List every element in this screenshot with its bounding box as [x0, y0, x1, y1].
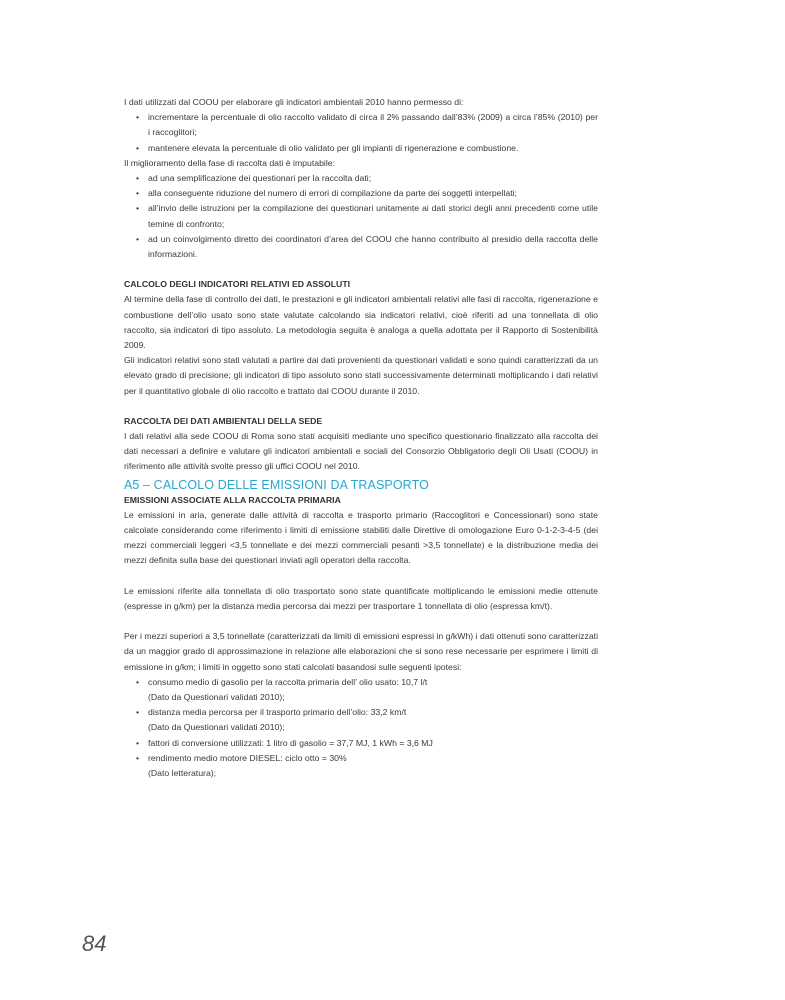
a5-paragraph-3: Per i mezzi superiori a 3,5 tonnellate (caratterizzati da limiti di emissioni espressi in g/kWh) i dati ottenuti sono caratterizzati da un maggior grado di approssimazione in relazione alle elaborazioni che si sono rese necessarie per esprimere i limiti di emissione in g/km; i limiti in oggetto sono stati calcolati basandosi sulle seguenti ipotesi: [124, 631, 598, 672]
list-item-text: incrementare la percentuale di olio raccolto validato di circa il 2% passando dall’83% (2009) a circa l’85% (2010) per i raccoglitori; [148, 112, 598, 138]
list-item-text: all’invio delle istruzioni per la compilazione dei questionari unitamente ai dati storici degli anni precedenti come utile temine di confronto; [148, 203, 598, 229]
a5-paragraph-2: Le emissioni riferite alla tonnellata di olio trasportato sono state quantificate moltiplicando le emissioni medie ottenute (espresse in g/km) per la distanza media percorsa dai mezzi per trasportare 1 tonnellata di olio (espressa km/t). [124, 585, 598, 611]
bullet-icon: • [136, 173, 140, 184]
calcolo-heading: CALCOLO DEGLI INDICATORI RELATIVI ED ASSOLUTI [124, 279, 351, 290]
intro-lead-2: Il miglioramento della fase di raccolta dati è imputabile: [124, 157, 336, 168]
page-number: 84 [82, 931, 107, 956]
intro-bullet-list-2 [124, 171, 598, 262]
bullet-icon: • [136, 142, 140, 153]
a5-paragraph-1: Le emissioni in aria, generate dalle attività di raccolta e trasporto primario (Raccoglitori e Concessionari) sono state calcolate considerando come riferimento i limiti di emissione stabiliti dalle Direttive di omologazione Euro 0-1-2-3-4-5 (dei mezzi commerciali leggeri <3,5 tonnellate e dei mezzi commerciali pesanti >3,5 tonnellate) e la distribuzione media dei mezzi definita sulla base dei questionari inviati agli operatori della raccolta. [124, 509, 598, 566]
list-item-text: ad una semplificazione dei questionari per la raccolta dati; [148, 173, 372, 184]
bullet-icon: • [136, 188, 140, 199]
list-item-source: (Dato letteratura); [148, 767, 217, 778]
list-item [124, 141, 598, 156]
list-item-text: mantenere elevata la percentuale di olio validato per gli impianti di rigenerazione e combustione. [148, 142, 519, 153]
sede-paragraph: I dati relativi alla sede COOU di Roma sono stati acquisiti mediante uno specifico questionario finalizzato alla raccolta dei dati necessari a definire e valutare gli indicatori ambientali e sociali del Consorzio Obbligatorio degli Oli Usati (COOU) in riferimento alle attività svolte presso gli uffici COOU nel 2010. [124, 431, 598, 472]
page-body [124, 95, 598, 781]
sede-heading: RACCOLTA DEI DATI AMBIENTALI DELLA SEDE [124, 415, 323, 426]
list-item-text: rendimento medio motore DIESEL: ciclo otto = 30% [148, 752, 347, 763]
intro-lead: I dati utilizzati dal COOU per elaborare gli indicatori ambientali 2010 hanno permesso di: [124, 97, 464, 107]
list-item-source: (Dato da Questionari validati 2010); [148, 691, 285, 702]
list-item [124, 736, 598, 751]
list-item-text: consumo medio di gasolio per la raccolta primaria dell’ olio usato: 10,7 l/t [148, 676, 428, 687]
list-item-source: (Dato da Questionari validati 2010); [148, 722, 285, 733]
section-title-a5: A5 – CALCOLO DELLE EMISSIONI DA TRASPORTO [124, 477, 429, 492]
calcolo-paragraph-2: Gli indicatori relativi sono stati valutati a partire dai dati provenienti da questionari validati e sono quindi caratterizzati da un elevato grado di precisione; gli indicatori di tipo assoluto sono stati successivamente determinati moltiplicando i dati relativi per il quantitativo globale di olio raccolto e trattato dal COOU durante il 2010. [124, 355, 598, 396]
list-item-text: alla conseguente riduzione del numero di errori di compilazione da parte dei soggetti interpellati; [148, 188, 517, 199]
list-item [124, 171, 598, 186]
bullet-icon: • [136, 707, 140, 718]
list-item [124, 675, 598, 705]
bullet-icon: • [136, 203, 140, 214]
list-item-text: fattori di conversione utilizzati: 1 litro di gasolio = 37,7 MJ, 1 kWh = 3,6 MJ [148, 737, 433, 748]
bullet-icon: • [136, 752, 140, 763]
list-item [124, 110, 598, 140]
a5-bullet-list [124, 675, 598, 781]
list-item [124, 751, 598, 781]
list-item [124, 705, 598, 735]
list-item-text: ad un coinvolgimento diretto dei coordinatori d’area del COOU che hanno contribuito al presidio della raccolta delle informazioni. [148, 233, 598, 260]
list-item [124, 186, 598, 201]
a5-subheading: EMISSIONI ASSOCIATE ALLA RACCOLTA PRIMARIA [124, 494, 341, 505]
bullet-icon: • [136, 676, 140, 687]
list-item [124, 201, 598, 231]
bullet-icon: • [136, 737, 140, 748]
list-item-text: distanza media percorsa per il trasporto primario dell’olio: 33,2 km/t [148, 707, 407, 718]
intro-bullet-list [124, 110, 598, 156]
list-item [124, 232, 598, 262]
bullet-icon: • [136, 233, 140, 244]
calcolo-paragraph-1: Al termine della fase di controllo dei dati, le prestazioni e gli indicatori ambientali relativi alle fasi di raccolta, rigenerazione e combustione dell’olio usato sono state valutate calcolando sia indicatori relativi, cioè riferiti ad una tonnellata di olio raccolto, sia indicatori di tipo assoluto. La metodologia seguita è analoga a quella adottata per il Rapporto di Sostenibilità 2009. [124, 294, 598, 351]
bullet-icon: • [136, 112, 140, 123]
